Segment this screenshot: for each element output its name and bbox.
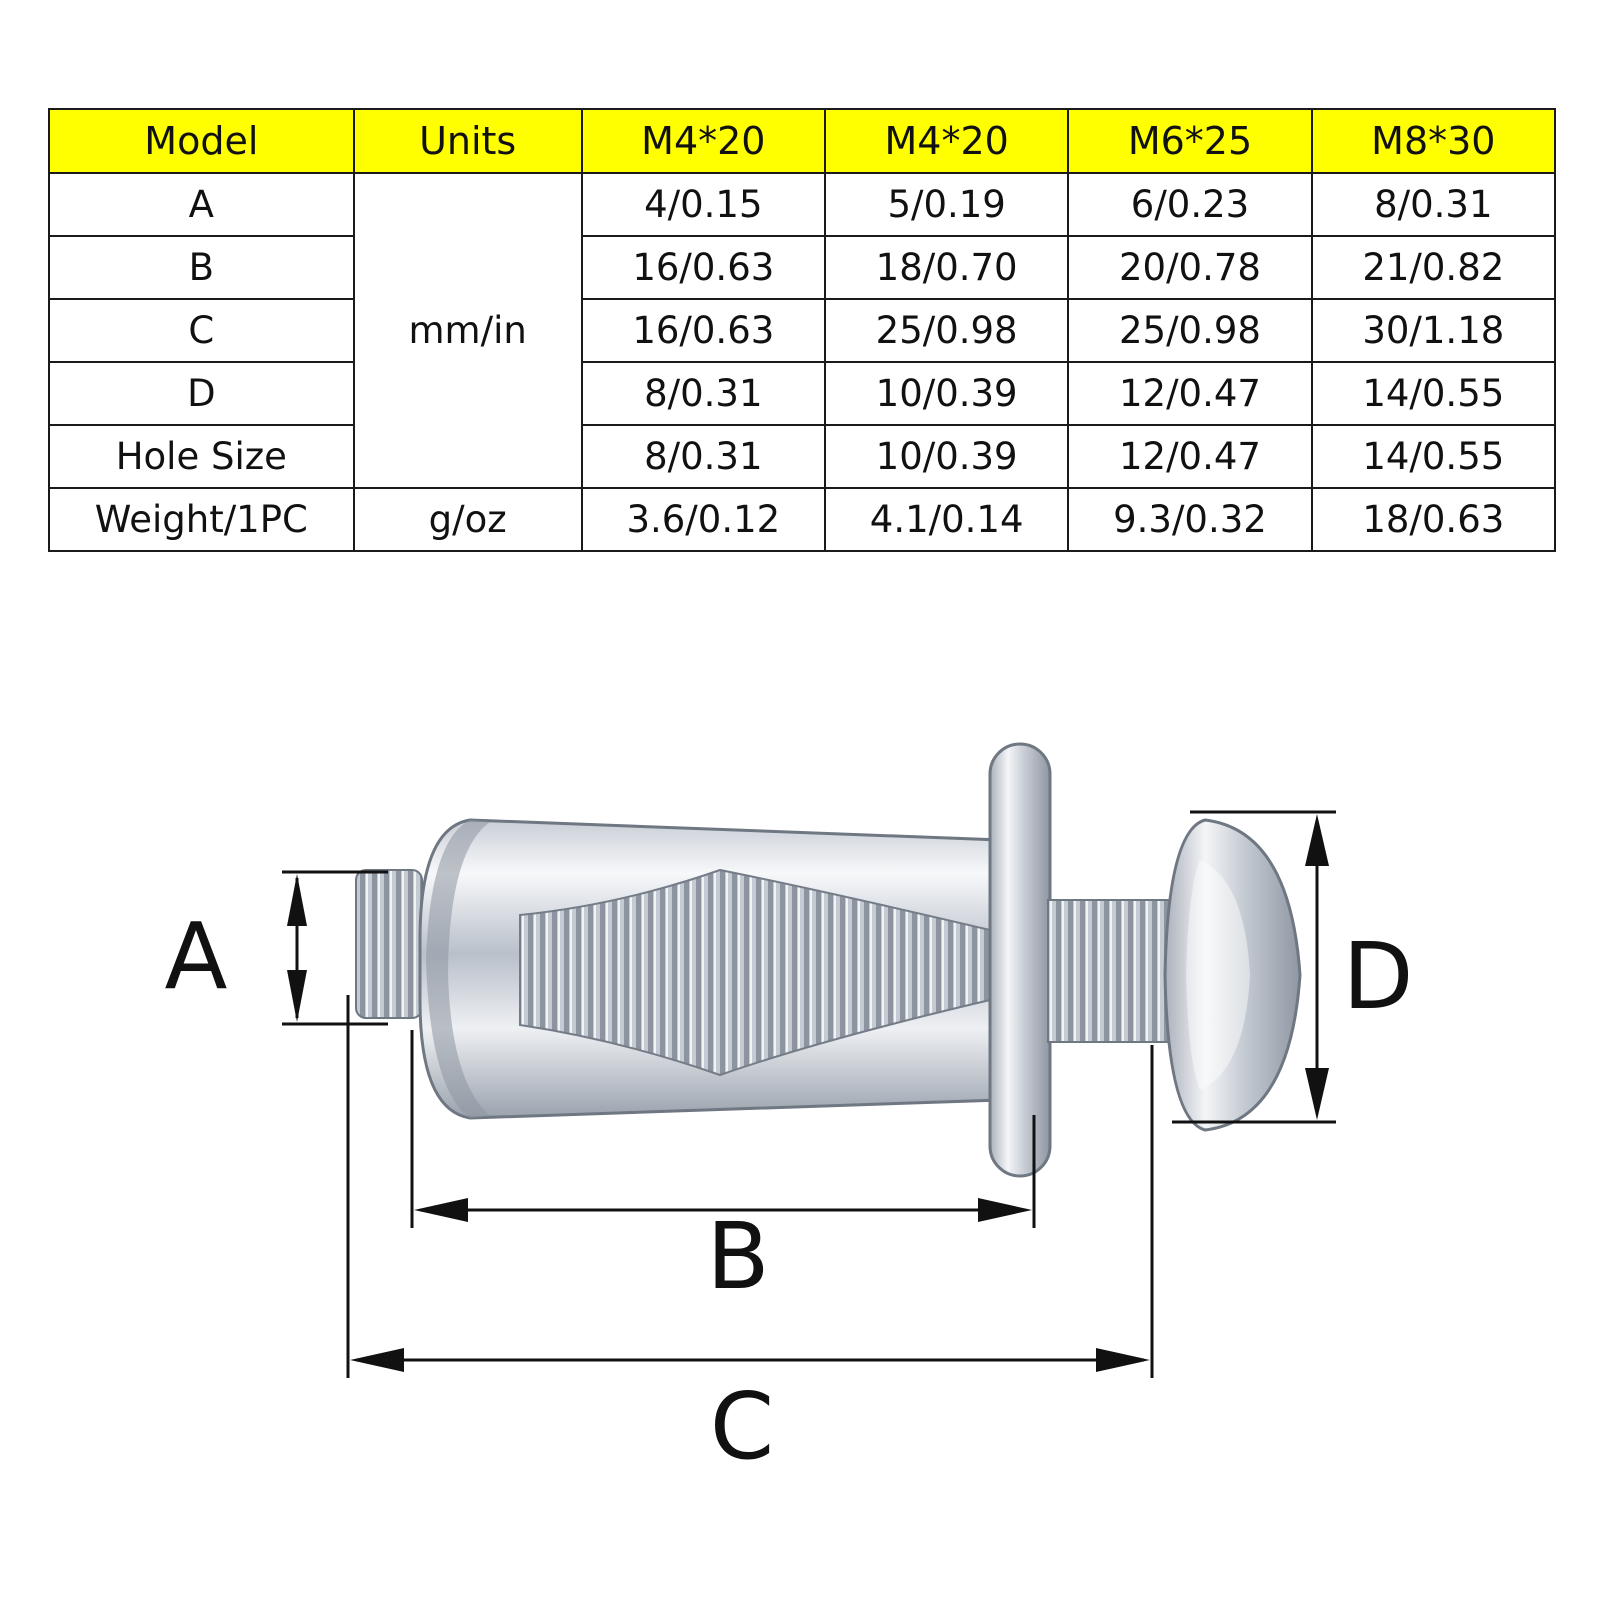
arrow-c-right — [1096, 1348, 1150, 1372]
table-cell: 8/0.31 — [582, 425, 825, 488]
table-cell: 25/0.98 — [825, 299, 1068, 362]
table-cell: 4/0.15 — [582, 173, 825, 236]
table-cell: 10/0.39 — [825, 362, 1068, 425]
row-label: D — [49, 362, 354, 425]
bolt-tip-thread — [356, 870, 422, 1018]
table-cell: 12/0.47 — [1068, 362, 1311, 425]
header-size-1: M4*20 — [582, 109, 825, 173]
table-cell: 3.6/0.12 — [582, 488, 825, 551]
arrow-c-left — [350, 1348, 404, 1372]
anchor-dimension-diagram — [0, 600, 1600, 1600]
table-cell: 12/0.47 — [1068, 425, 1311, 488]
units-dimensions: mm/in — [354, 173, 582, 488]
header-size-3: M6*25 — [1068, 109, 1311, 173]
row-label: C — [49, 299, 354, 362]
table-row — [49, 362, 1555, 425]
arrow-b-right — [978, 1198, 1032, 1222]
table-cell: 30/1.18 — [1312, 299, 1555, 362]
dim-label-a: A — [164, 903, 228, 1010]
table-row — [49, 173, 1555, 236]
dim-label-d: D — [1342, 923, 1414, 1030]
table-header-row — [49, 109, 1555, 173]
spec-table — [48, 108, 1556, 552]
anchor-drawing — [356, 744, 1300, 1176]
table-cell: 21/0.82 — [1312, 236, 1555, 299]
arrow-d-up — [1305, 814, 1329, 866]
table-row — [49, 236, 1555, 299]
dim-label-c: C — [709, 1373, 775, 1480]
arrow-d-down — [1305, 1068, 1329, 1120]
row-label: Weight/1PC — [49, 488, 354, 551]
table-cell: 8/0.31 — [582, 362, 825, 425]
table-row — [49, 425, 1555, 488]
table-cell: 16/0.63 — [582, 236, 825, 299]
table-cell: 10/0.39 — [825, 425, 1068, 488]
table-cell: 4.1/0.14 — [825, 488, 1068, 551]
table-cell: 9.3/0.32 — [1068, 488, 1311, 551]
header-size-4: M8*30 — [1312, 109, 1555, 173]
table-cell: 8/0.31 — [1312, 173, 1555, 236]
header-units: Units — [354, 109, 582, 173]
arrow-a-down — [287, 970, 307, 1022]
table-cell: 16/0.63 — [582, 299, 825, 362]
table-cell: 5/0.19 — [825, 173, 1068, 236]
table-cell: 14/0.55 — [1312, 425, 1555, 488]
header-model: Model — [49, 109, 354, 173]
row-label: A — [49, 173, 354, 236]
table-cell: 18/0.70 — [825, 236, 1068, 299]
table-row — [49, 299, 1555, 362]
table-row — [49, 488, 1555, 551]
flange — [990, 744, 1050, 1176]
table-cell: 25/0.98 — [1068, 299, 1311, 362]
table-cell: 6/0.23 — [1068, 173, 1311, 236]
units-weight: g/oz — [354, 488, 582, 551]
arrow-a-up — [287, 874, 307, 926]
dim-label-b: B — [706, 1203, 770, 1310]
bolt-shaft-thread — [1048, 900, 1180, 1042]
table-cell: 14/0.55 — [1312, 362, 1555, 425]
table-cell: 20/0.78 — [1068, 236, 1311, 299]
header-size-2: M4*20 — [825, 109, 1068, 173]
table-cell: 18/0.63 — [1312, 488, 1555, 551]
row-label: Hole Size — [49, 425, 354, 488]
row-label: B — [49, 236, 354, 299]
arrow-b-left — [414, 1198, 468, 1222]
